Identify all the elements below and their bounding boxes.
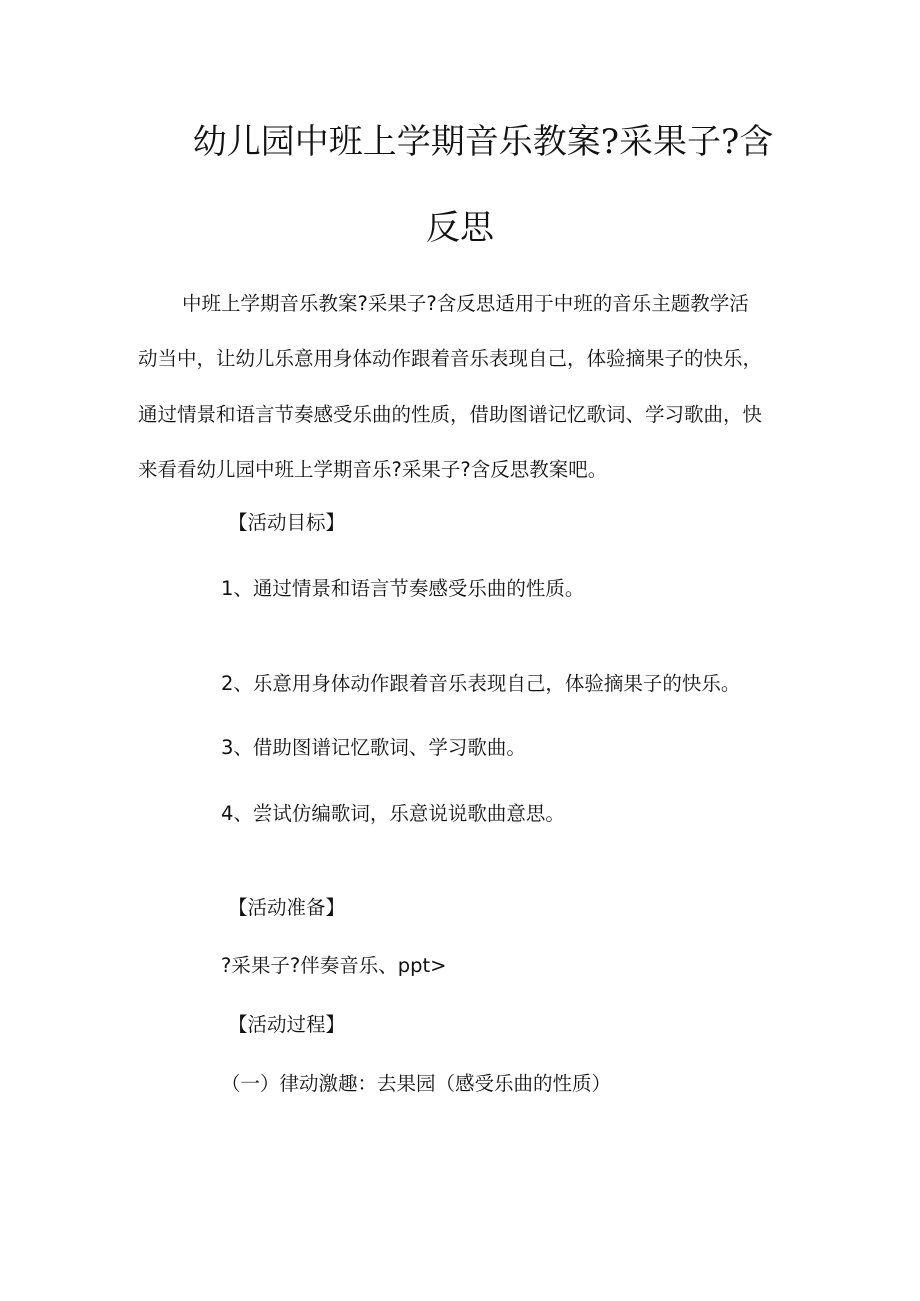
goal-item: 4、尝试仿编歌词，乐意说说歌曲意思。 [221, 802, 565, 825]
intro-paragraph-line: 动当中，让幼儿乐意用身体动作跟着音乐表现自己，体验摘果子的快乐， [138, 347, 763, 370]
intro-paragraph-line: 中班上学期音乐教案?采果子?含反思适用于中班的音乐主题教学活 [182, 292, 749, 315]
intro-paragraph-line: 来看看幼儿园中班上学期音乐?采果子?含反思教案吧。 [138, 458, 608, 481]
goal-item: 1、通过情景和语言节奏感受乐曲的性质。 [221, 577, 585, 600]
prep-item: ?采果子?伴奏音乐、ppt> [221, 954, 447, 977]
goal-item: 2、乐意用身体动作跟着音乐表现自己，体验摘果子的快乐。 [221, 672, 741, 695]
prep-heading: 【活动准备】 [228, 896, 346, 919]
process-heading: 【活动过程】 [228, 1013, 346, 1036]
intro-paragraph-line: 通过情景和语言节奏感受乐曲的性质，借助图谱记忆歌词、学习歌曲，快 [138, 403, 763, 426]
goal-item: 3、借助图谱记忆歌词、学习歌曲。 [221, 736, 526, 759]
document-title-line-2: 反思 [426, 208, 494, 248]
document-title-line-1: 幼儿园中班上学期音乐教案?采果子?含 [192, 122, 774, 162]
process-step: （一）律动激趣：去果园（感受乐曲的性质） [221, 1072, 612, 1095]
goals-heading: 【活动目标】 [228, 511, 346, 534]
